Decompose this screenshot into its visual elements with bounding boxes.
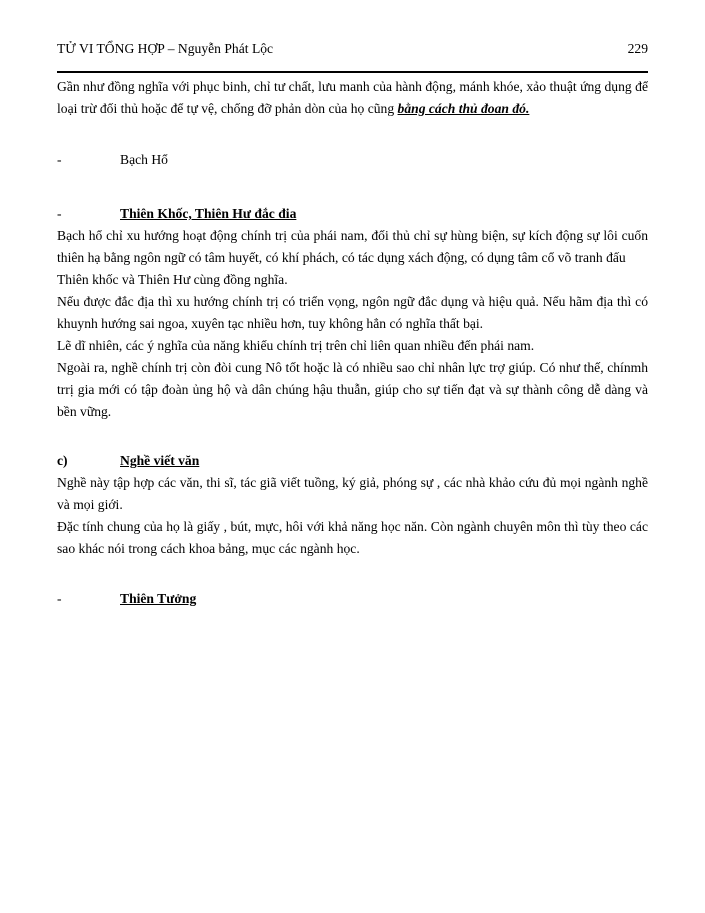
list-item-thien-khoc	[57, 203, 648, 225]
list-marker: -	[57, 152, 62, 167]
header-divider	[57, 71, 648, 73]
paragraph-dac-tinh: Đặc tính chung của họ là giấy , bút, mực, hôi với khả năng học năn. Còn ngành chuyên môn thì tùy theo các sao khác nói trong cách khoa bảng, mục các ngành học.	[57, 519, 648, 556]
list-item-bach-ho	[57, 149, 648, 171]
paragraph-le-di-nhien: Lẽ dĩ nhiên, các ý nghĩa của năng khiếu chính trị trên chỉ liên quan nhiều đến phái nam.	[57, 338, 535, 353]
list-label: Thiên Tưởng	[120, 591, 197, 606]
paragraph-ngoai-ra: Ngoài ra, nghề chính trị còn đòi cung Nô tốt hoặc là có nhiều sao chỉ nhân lực trợ giúp. Có như thế, chínmh trrị gia mới có tập đoàn ủng hộ và dân chúng hậu thuẫn, giúp cho sự tiến đạt và sự thành công dễ dàng và bền vững.	[57, 360, 648, 419]
heading-label: Nghề viết văn	[120, 453, 200, 468]
list-label: Bạch Hổ	[120, 152, 168, 167]
page-number: 229	[627, 41, 648, 56]
list-marker: -	[57, 206, 62, 221]
list-label: Thiên Khốc, Thiên Hư đắc đia	[120, 206, 297, 221]
paragraph-dac-dia: Nếu được đắc địa thì xu hướng chính trị có triển vọng, ngôn ngữ đắc dụng và hiệu quả. Nếu hãm địa thì có khuynh hướng sai ngoa, xuyên tạc nhiều hơn, tuy không hẳn có nghĩa thất bại.	[57, 294, 648, 331]
paragraph-nghe-nay: Nghề này tập hợp các văn, thi sĩ, tác giã viết tuồng, ký giả, phóng sự , các nhà khảo cứu đủ mọi ngành nghề và mọi giới.	[57, 475, 648, 512]
paragraph-bach-ho: Bạch hổ chỉ xu hướng hoạt động chính trị của phái nam, đối thủ chỉ sự hùng biện, sự kích động sự lôi cuốn thiên hạ bằng ngôn ngữ có tâm huyết, có khí phách, có tác dụng xách động, có dụng tâm cổ võ tranh đấu	[57, 228, 648, 265]
page-header	[57, 38, 648, 60]
paragraph-thien-khoc-dong-nghia: Thiên khốc và Thiên Hư cùng đồng nghĩa.	[57, 272, 288, 287]
list-item-thien-tuong	[57, 588, 648, 610]
section-heading-c	[57, 450, 648, 472]
list-marker: -	[57, 591, 62, 606]
running-title: TỬ VI TỔNG HỢP – Nguyễn Phát Lộc	[57, 41, 274, 56]
paragraph-phuc-binh	[57, 76, 648, 120]
paragraph-text: Gần như đồng nghĩa với phục binh, chỉ tư chất, lưu manh của hành động, mánh khóe, xảo thuật ứng dụng để loại trừ đối thủ hoặc để tự vệ, chống đỡ phản dòn của họ cũng	[57, 79, 648, 116]
emphasized-phrase: bằng cách thủ đoan đó.	[397, 101, 530, 116]
heading-marker: c)	[57, 453, 68, 468]
